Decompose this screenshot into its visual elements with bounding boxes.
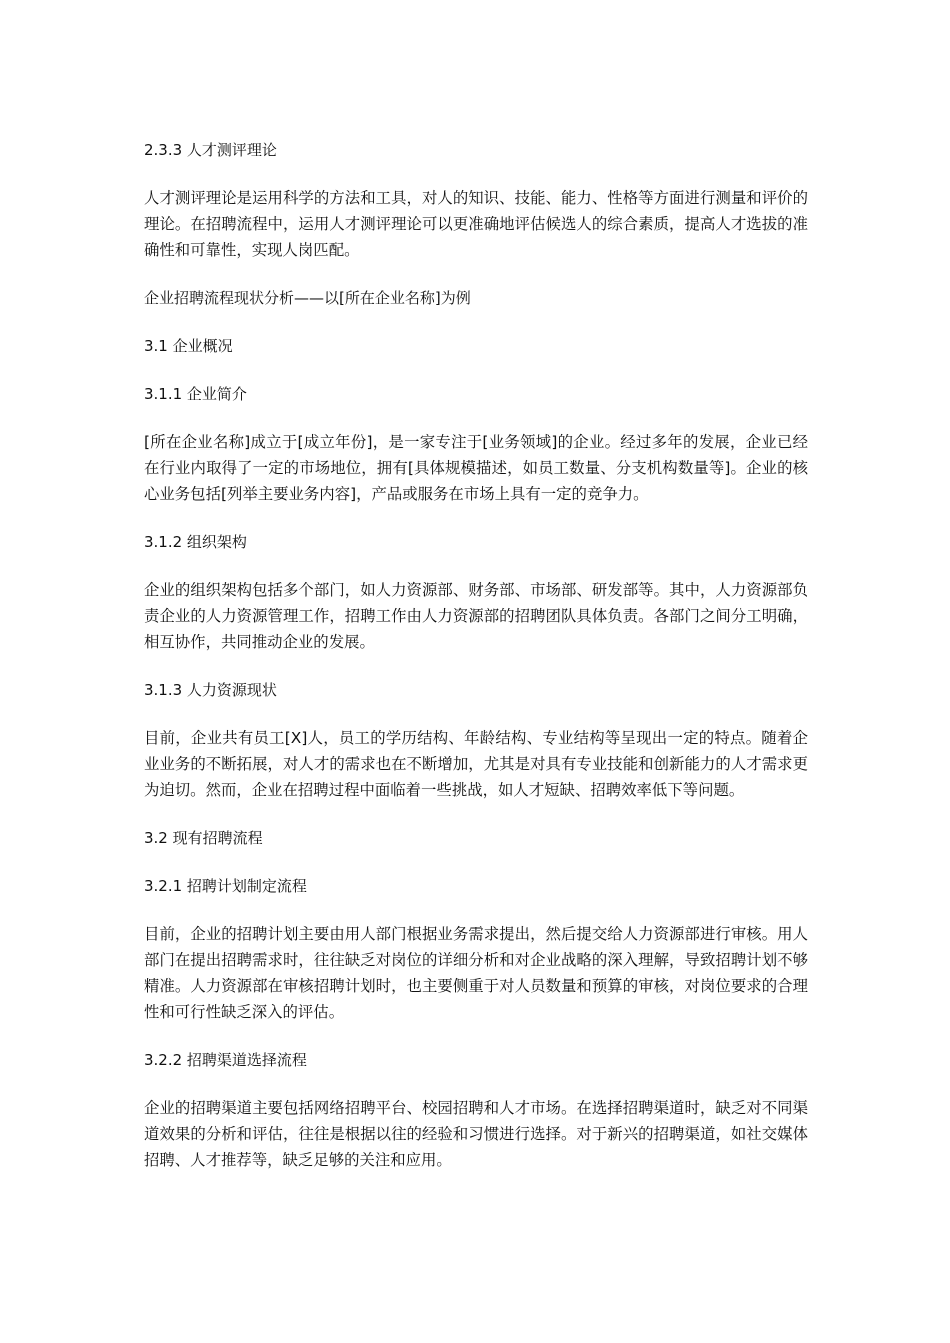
chapter-heading-recruitment-analysis: 企业招聘流程现状分析——以[所在企业名称]为例 [144,289,471,307]
section-heading-3-1-2: 3.1.2 组织架构 [144,533,247,551]
paragraph-org-structure: 企业的组织架构包括多个部门，如人力资源部、财务部、市场部、研发部等。其中，人力资源部负责企业的人力资源管理工作，招聘工作由人力资源部的招聘团队具体负责。各部门之间分工明确，相互协作，共同推动企业的发展。 [144,581,808,651]
section-heading-3-1-1: 3.1.1 企业简介 [144,385,247,403]
section-heading-3-2-1: 3.2.1 招聘计划制定流程 [144,877,307,895]
paragraph-hr-status: 目前，企业共有员工[X]人，员工的学历结构、年龄结构、专业结构等呈现出一定的特点。随着企业业务的不断拓展，对人才的需求也在不断增加，尤其是对具有专业技能和创新能力的人才需求更为迫切。然而，企业在招聘过程中面临着一些挑战，如人才短缺、招聘效率低下等问题。 [144,729,808,799]
paragraph-recruitment-plan: 目前，企业的招聘计划主要由用人部门根据业务需求提出，然后提交给人力资源部进行审核。用人部门在提出招聘需求时，往往缺乏对岗位的详细分析和对企业战略的深入理解，导致招聘计划不够精准。人力资源部在审核招聘计划时，也主要侧重于对人员数量和预算的审核，对岗位要求的合理性和可行性缺乏深入的评估。 [144,925,808,1021]
paragraph-recruitment-channels: 企业的招聘渠道主要包括网络招聘平台、校园招聘和人才市场。在选择招聘渠道时，缺乏对不同渠道效果的分析和评估，往往是根据以往的经验和习惯进行选择。对于新兴的招聘渠道，如社交媒体招聘、人才推荐等，缺乏足够的关注和应用。 [144,1099,808,1169]
section-heading-3-2: 3.2 现有招聘流程 [144,829,263,847]
section-heading-3-1: 3.1 企业概况 [144,337,233,355]
document-content [144,137,808,1195]
section-heading-3-1-3: 3.1.3 人力资源现状 [144,681,277,699]
paragraph-talent-assessment: 人才测评理论是运用科学的方法和工具，对人的知识、技能、能力、性格等方面进行测量和评价的理论。在招聘流程中，运用人才测评理论可以更准确地评估候选人的综合素质，提高人才选拔的准确性和可靠性，实现人岗匹配。 [144,189,808,259]
section-heading-2-3-3: 2.3.3 人才测评理论 [144,141,277,159]
section-heading-3-2-2: 3.2.2 招聘渠道选择流程 [144,1051,307,1069]
paragraph-company-intro: [所在企业名称]成立于[成立年份]，是一家专注于[业务领域]的企业。经过多年的发展，企业已经在行业内取得了一定的市场地位，拥有[具体规模描述，如员工数量、分支机构数量等]。企业的核心业务包括[列举主要业务内容]，产品或服务在市场上具有一定的竞争力。 [144,433,808,503]
